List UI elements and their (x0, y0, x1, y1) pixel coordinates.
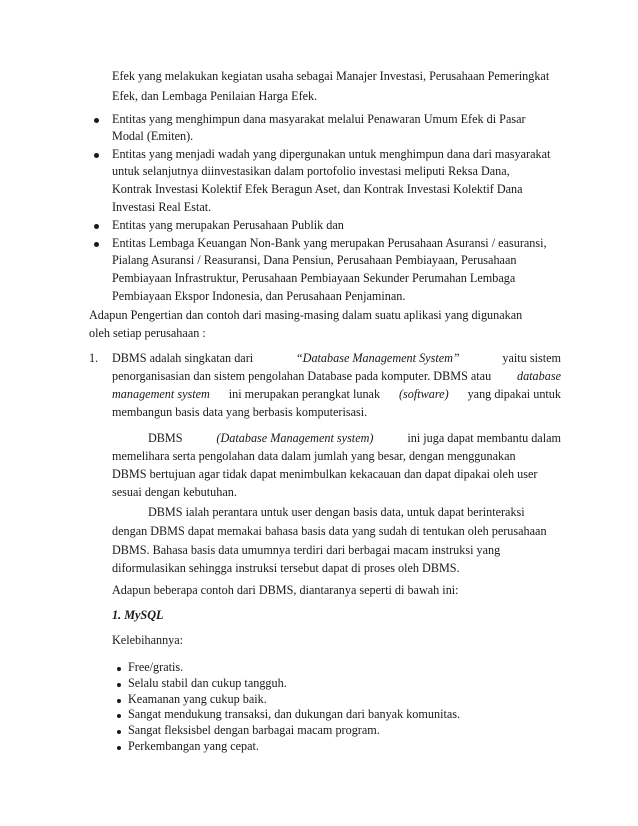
text-run: yaitu sistem (502, 351, 561, 365)
bullet-icon (94, 242, 99, 247)
bullet-item-line: Pialang Asuransi / Reasuransi, Dana Pensiun, Perusahaan Pembiayaan, Perusahaan (112, 253, 517, 267)
paragraph-line (112, 350, 561, 366)
paragraph-line: memelihara serta pengolahan data dalam jumlah yang besar, dengan menggunakan (112, 449, 516, 463)
text-line: Efek, dan Lembaga Penilaian Harga Efek. (112, 89, 318, 103)
paragraph-line: DBMS. Bahasa basis data umumnya terdiri dari berbagai macam instruksi yang (112, 543, 501, 557)
text-line-content: Efek yang melakukan kegiatan usaha sebagai Manajer Investasi, Perusahaan Pemeringkat (112, 69, 550, 83)
intro-line: oleh setiap perusahaan : (89, 326, 206, 340)
bullet-item-line: untuk selanjutnya diinvestasikan dalam portofolio investasi meliputi Reksa Dana, (112, 164, 510, 178)
paragraph-line: sesuai dengan kebutuhan. (112, 485, 237, 499)
paragraph-line: DBMS bertujuan agar tidak dapat menimbulkan kekacauan dan dapat dipakai oleh user (112, 467, 538, 481)
bullet-icon (94, 118, 99, 123)
paragraph-line (148, 430, 561, 446)
italic-term: (software) (398, 387, 449, 401)
bullet-item-line: Kontrak Investasi Kolektif Efek Beragun Aset, dan Kontrak Investasi Kolektif Dana (112, 182, 523, 196)
paragraph-line (112, 386, 561, 402)
bullet-item-line: Investasi Real Estat. (112, 200, 212, 214)
italic-term: (Database Management system) (216, 431, 374, 445)
bullet-icon (117, 746, 121, 750)
italic-term: database (516, 369, 561, 383)
paragraph-line: DBMS ialah perantara untuk user dengan basis data, untuk dapat berinteraksi (148, 505, 525, 519)
text-run: ini juga dapat membantu dalam (407, 431, 561, 445)
text-run: yang dipakai untuk (467, 387, 561, 401)
bullet-item-line: Pembiayaan Ekspor Indonesia, dan Perusahaan Penjaminan. (112, 289, 406, 303)
text-line (112, 68, 561, 84)
bullet-icon (94, 224, 99, 229)
list-item: Perkembangan yang cepat. (128, 739, 259, 753)
italic-term: “Database Management System” (295, 351, 460, 365)
text-run: ini merupakan perangkat lunak (228, 387, 381, 401)
bullet-icon (94, 153, 99, 158)
italic-term: management system (112, 387, 210, 401)
list-number: 1. (89, 351, 99, 365)
list-item: Selalu stabil dan cukup tangguh. (128, 676, 287, 690)
bullet-icon (117, 730, 121, 734)
bullet-item-line: Entitas Lembaga Keuangan Non-Bank yang merupakan Perusahaan Asuransi / easuransi, (112, 236, 547, 250)
advantages-label: Kelebihannya: (112, 633, 184, 647)
bullet-item-line: Entitas yang merupakan Perusahaan Publik dan (112, 218, 344, 232)
intro-line: Adapun Pengertian dan contoh dari masing-masing dalam suatu aplikasi yang digunakan (89, 308, 523, 322)
bullet-icon (117, 714, 121, 718)
text-run: DBMS adalah singkatan dari (112, 351, 254, 365)
list-item: Free/gratis. (128, 660, 184, 674)
list-item: Keamanan yang cukup baik. (128, 692, 267, 706)
bullet-item-line: Pembiayaan Infrastruktur, Perusahaan Pembiayaan Sekunder Perumahan Lembaga (112, 271, 516, 285)
list-item: Sangat fleksisbel dengan barbagai macam program. (128, 723, 380, 737)
bullet-icon (117, 667, 121, 671)
bullet-item-line: Modal (Emiten). (112, 129, 194, 143)
paragraph-line: diformulasikan sehingga instruksi tersebut dapat di proses oleh DBMS. (112, 561, 460, 575)
paragraph-line: Adapun beberapa contoh dari DBMS, diantaranya seperti di bawah ini: (112, 583, 459, 597)
list-item: Sangat mendukung transaksi, dan dukungan dari banyak komunitas. (128, 707, 461, 721)
paragraph-line: membangun basis data yang berbasis komputerisasi. (112, 405, 368, 419)
bullet-item-line: Entitas yang menjadi wadah yang dipergunakan untuk menghimpun dana dari masyarakat (112, 147, 551, 161)
paragraph-line: dengan DBMS dapat memakai bahasa basis data yang sudah di tentukan oleh perusahaan (112, 524, 547, 538)
bullet-icon (117, 683, 121, 687)
paragraph-line (112, 368, 561, 384)
text-run: penorganisasian dan sistem pengolahan Database pada komputer. DBMS atau (112, 369, 492, 383)
bullet-icon (117, 699, 121, 703)
bullet-item-line: Entitas yang menghimpun dana masyarakat melalui Penawaran Umum Efek di Pasar (112, 112, 526, 126)
text-run: DBMS (148, 431, 183, 445)
section-heading: 1. MySQL (112, 608, 164, 622)
